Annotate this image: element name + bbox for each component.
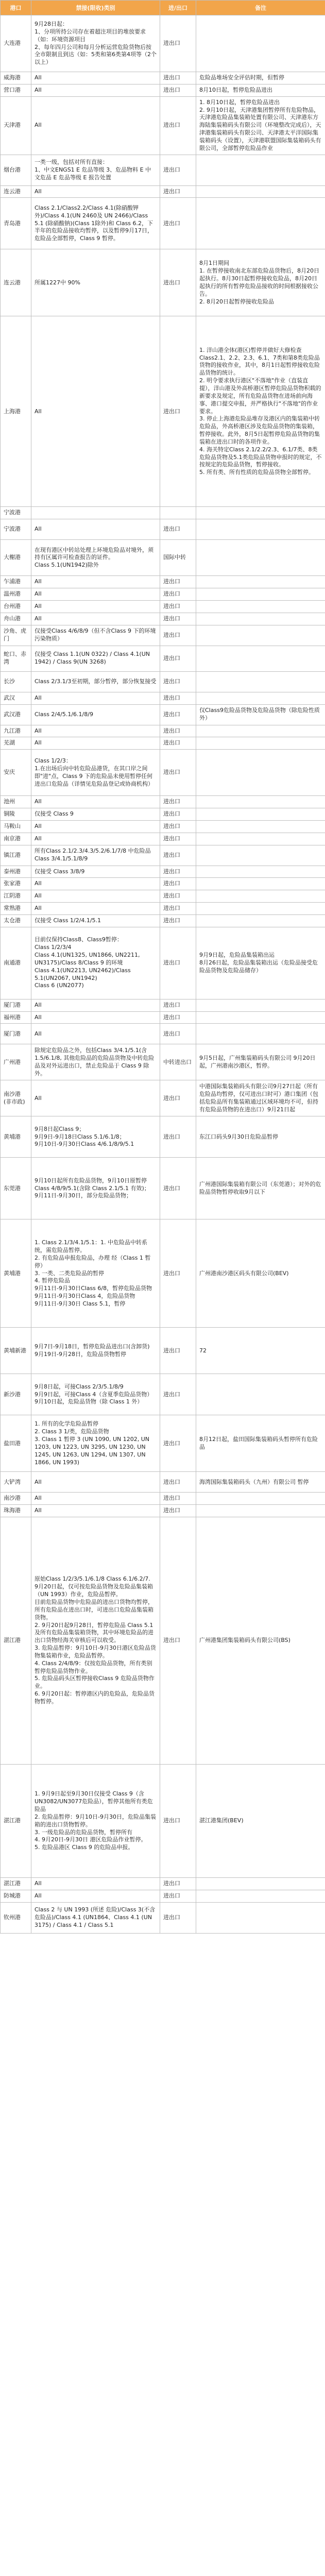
table-row <box>1 519 325 540</box>
cell-classes: 一类一级，包括对所有直接： 1、中文ENGS1 E 危品等级 3、危品物料 E 中文危品 E 危品等级 E 报告处置 <box>31 155 160 185</box>
cell-direction: 进出口 <box>160 737 196 750</box>
cell-direction: 进出口 <box>160 1011 196 1024</box>
table-row <box>1 796 325 808</box>
cell-port: 江阴港 <box>1 890 31 903</box>
cell-classes: All <box>31 519 160 540</box>
table-row <box>1 1024 325 1044</box>
cell-direction: 进出口 <box>160 914 196 927</box>
table-row <box>1 692 325 704</box>
cell-remarks <box>196 903 325 915</box>
cell-port: 铜陵 <box>1 808 31 821</box>
cell-port: 长沙 <box>1 671 31 692</box>
cell-port: 珠海港 <box>1 1505 31 1517</box>
cell-remarks: 8月12日起，盐田国际集装箱码头暂停所有危险品 <box>196 1415 325 1472</box>
table-row <box>1 890 325 903</box>
cell-direction: 进出口 <box>160 903 196 915</box>
table-row <box>1 15 325 72</box>
table-row <box>1 96 325 155</box>
table-row <box>1 914 325 927</box>
cell-classes: 目前仅保持Class8、Class9暂停： Class 1/2/3/4 Class 4.1(UN1325, UN1866, UN2211, UN3175)/Class 8/Class 9 的环境 Class 4.1(UN2213, UN2462)/Class 5.1(UN2067, UN1942) Class 6 (UN2077) <box>31 927 160 999</box>
cell-classes: 所属1227中 90% <box>31 249 160 316</box>
table-row <box>1 1493 325 1505</box>
cell-classes: 原始Class 1/2/3/5.1/6.1/8 Class 6.1/6.2/7. 9月20日起，仅可按危险品货物及危险品集装箱（UN 1993）作业，危险品暂停。 目前危险品货物中危险品的进出口货物均暂停，所有危险品在进出口时，可进出口危险品集装箱货物。 2. 9月20日起9月28日，暂停危险品 Class 5.1 及所有危险品集装箱货物，其中环境危险品的进出口货物经海关审核后可以收受。 3. 危险品暂停：9月10日-9月30日港区危险品货物集装箱作业，危险品暂停。 4. Class 2/4/8/9：仅按危险品货物，所有类别暂停危险品货物作业。 5. 危险品码头区暂停接收Class 9 危险品货物作业。 6. 9月20日起：暂停港区内的危险品，危险品货物暂停。 <box>31 1517 160 1765</box>
cell-port: 舟山港 <box>1 613 31 625</box>
cell-classes: 1. Class 2.1/3/4.1/5.1：1. 中危险品中转系统，需危险品暂停。 2. 有危险品申报危险品，办理 经（Class 1 暂停） 3. 一类、二类危险品的暂停 4. 暂停危险品 9月11日-9月30日Class 6/8，暂停危险品货物 9月11日-9月30日Class 4，危险品货物 9月11日-9月30日 Class 5.1，暂停 <box>31 1219 160 1328</box>
header-direction: 进/出口 <box>160 1 196 15</box>
cell-port: 威海港 <box>1 72 31 84</box>
cell-direction: 进出口 <box>160 84 196 96</box>
cell-classes: 1. 所有的化学危险品暂停 2. Class 3 1/类，危险品货物 3. Class 1 暂停 3 (UN 1090, UN 1202, UN 1203, UN 1223, UN 3295, UN 1230, UN 1245, UN 1263, UN 1294, UN 1307, UN 1866, UN 1993) <box>31 1415 160 1472</box>
table-header-row <box>1 1 325 15</box>
cell-port: 广州港 <box>1 1044 31 1080</box>
cell-remarks <box>196 845 325 866</box>
cell-classes: 除规定危险品之外，包括Class 3/4.1/5.1(含1.5/6.1/8, 其他危险品的危险品货物及中转危险品及对外运进出口，禁止危险品于 Class 9 除外。 <box>31 1044 160 1080</box>
table-row <box>1 1765 325 1878</box>
table-row <box>1 1116 325 1158</box>
cell-direction: 进出口 <box>160 704 196 725</box>
table-row <box>1 576 325 588</box>
cell-port: 镇江港 <box>1 845 31 866</box>
cell-classes: 仅接受Class 4/6/8/9（但不含Class 9 下的环境污染物质） <box>31 625 160 646</box>
cell-remarks <box>196 600 325 613</box>
cell-remarks <box>196 820 325 833</box>
table-row <box>1 704 325 725</box>
cell-port: 连云港 <box>1 249 31 316</box>
cell-port: 湛江港 <box>1 1765 31 1878</box>
cell-direction: 进出口 <box>160 927 196 999</box>
table-row <box>1 833 325 845</box>
cell-direction: 进出口 <box>160 576 196 588</box>
table-row <box>1 1044 325 1080</box>
cell-classes: All <box>31 796 160 808</box>
cell-remarks <box>196 808 325 821</box>
cell-remarks: 湛江港集团(BEV) <box>196 1765 325 1878</box>
table-row <box>1 316 325 507</box>
cell-direction: 进出口 <box>160 796 196 808</box>
cell-direction: 进出口 <box>160 646 196 671</box>
cell-port: 池州 <box>1 796 31 808</box>
cell-direction: 国际中转 <box>160 540 196 576</box>
table-row <box>1 737 325 750</box>
table-row <box>1 866 325 878</box>
cell-direction: 进出口 <box>160 1328 196 1374</box>
cell-remarks: 9月9日起，危险品集装箱出运 8月26日起，危险品集装箱出运（危险品接受危险品货物及危险品储存） <box>196 927 325 999</box>
cell-port: 防城港 <box>1 1890 31 1903</box>
cell-direction: 进出口 <box>160 999 196 1011</box>
cell-direction: 中转进出口 <box>160 1044 196 1080</box>
cell-remarks <box>196 576 325 588</box>
cell-direction: 进出口 <box>160 1219 196 1328</box>
cell-direction: 进出口 <box>160 750 196 796</box>
cell-direction: 进出口 <box>160 1902 196 1933</box>
cell-remarks <box>196 890 325 903</box>
cell-classes: 仅接受 Class 1.1(UN 0322) / Class 4.1(UN 1942) / Class 9(UN 3268) <box>31 646 160 671</box>
cell-remarks <box>196 507 325 519</box>
cell-port: 上海港 <box>1 316 31 507</box>
cell-classes: Class 1/2/3： 1.在出场后向中转危险品港货，在其口岸之间即"进"点，Class 9 下的危险品未使用暂停任何进出口危险品（详情见危险品登记或协商机构） <box>31 750 160 796</box>
cell-classes: All <box>31 1011 160 1024</box>
cell-remarks <box>196 155 325 185</box>
cell-direction: 进出口 <box>160 1890 196 1903</box>
table-row <box>1 1902 325 1933</box>
table-row <box>1 1219 325 1328</box>
cell-direction: 进出口 <box>160 625 196 646</box>
cell-remarks: 仅Class9危险品货物及危险品货物（除危险性质外） <box>196 704 325 725</box>
table-row <box>1 878 325 890</box>
cell-port: 安庆 <box>1 750 31 796</box>
cell-remarks: 海湾国际集装箱码头（九州）有限公司 暂停 <box>196 1472 325 1493</box>
table-row <box>1 540 325 576</box>
table-row <box>1 1472 325 1493</box>
cell-remarks: 东江口码头9月30日危险品暂停 <box>196 1116 325 1158</box>
table-row <box>1 588 325 601</box>
cell-port: 钦州港 <box>1 1902 31 1933</box>
table-row <box>1 999 325 1011</box>
cell-port: 泰州港 <box>1 866 31 878</box>
cell-port: 南通港 <box>1 927 31 999</box>
cell-classes: All <box>31 1890 160 1903</box>
cell-port: 武汉 <box>1 692 31 704</box>
cell-direction: 进出口 <box>160 600 196 613</box>
cell-remarks: 危险品堆场安全评估时期，但暂停 <box>196 72 325 84</box>
cell-direction: 进出口 <box>160 1493 196 1505</box>
table-row <box>1 72 325 84</box>
cell-port: 南京港 <box>1 833 31 845</box>
cell-direction: 进出口 <box>160 890 196 903</box>
cell-direction: 进出口 <box>160 96 196 155</box>
cell-classes: All <box>31 72 160 84</box>
cell-remarks <box>196 737 325 750</box>
table-row <box>1 507 325 519</box>
cell-remarks: 1. 洋山港全体(港区)暂停并做好大修检查Class2.1、2.2、2.3、6.1、7类和第8类危险品货物的接收作业，其中，8月1日起暂停接收危险品货物的统计。 2. 明令要求执行港区"不落地"作业（直装直提），洋山港及外高桥港区暂停危险品货物积载的新要求及规定，所有危险品货物在进场前向海事、港口提交申报，并严格执行"不落地"的作业要求。 3. 停止上海港危险品堆存及港区内的集装箱中转危险品，外高桥港区涉及危险品货物的集装箱，暂停接收。此外，8月5日起暂停危险品货物的集装箱在进出口时的各项作业。 4. 海关特定Class 2.1/2.2/2.3、6.1/7类、8类危险品货物及5.1类危险品货物申报时的规定，不按规定的危险品货物，暂停接收。 5. 所有类、所有性质的危险品货物全部暂停。 <box>196 316 325 507</box>
cell-classes: All <box>31 96 160 155</box>
table-body <box>1 15 325 1934</box>
cell-classes <box>31 507 160 519</box>
cell-classes: All <box>31 878 160 890</box>
cell-remarks <box>196 1890 325 1903</box>
cell-port: 张家港 <box>1 878 31 890</box>
table-row <box>1 613 325 625</box>
cell-direction: 进出口 <box>160 725 196 737</box>
cell-direction: 进出口 <box>160 833 196 845</box>
cell-remarks <box>196 1902 325 1933</box>
cell-remarks <box>196 692 325 704</box>
cell-remarks <box>196 1024 325 1044</box>
table-row <box>1 750 325 796</box>
cell-port: 芜湖 <box>1 737 31 750</box>
cell-classes: All <box>31 588 160 601</box>
cell-classes: All <box>31 1878 160 1890</box>
table-row <box>1 725 325 737</box>
cell-remarks <box>196 833 325 845</box>
cell-remarks <box>196 1011 325 1024</box>
cell-remarks <box>196 613 325 625</box>
cell-port: 温州港 <box>1 588 31 601</box>
cell-direction: 进出口 <box>160 155 196 185</box>
table-row <box>1 1328 325 1374</box>
cell-direction: 进出口 <box>160 1517 196 1765</box>
cell-direction: 进出口 <box>160 1505 196 1517</box>
table-row <box>1 845 325 866</box>
cell-classes: All <box>31 903 160 915</box>
cell-classes: All <box>31 576 160 588</box>
cell-remarks: 8月1日期间 1. 在暂停接收南北东部危险品货物后，8月20日起执行。8月30日起暂停接收危险品，8月20日起执行的所有暂停危险品接收的时间根据接收公告。 2. 8月20日起暂停接收危险品 <box>196 249 325 316</box>
cell-remarks <box>196 866 325 878</box>
cell-port: 烟台港 <box>1 155 31 185</box>
cell-remarks <box>196 1878 325 1890</box>
cell-direction: 进出口 <box>160 1374 196 1415</box>
table-row <box>1 249 325 316</box>
header-classes: 禁接(限收)类别 <box>31 1 160 15</box>
cell-port: 大铲湾 <box>1 1472 31 1493</box>
cell-direction: 进出口 <box>160 1415 196 1472</box>
cell-remarks <box>196 796 325 808</box>
table-row <box>1 1415 325 1472</box>
cell-port: 常熟港 <box>1 903 31 915</box>
cell-remarks <box>196 540 325 576</box>
table-row <box>1 1011 325 1024</box>
cell-direction: 进出口 <box>160 1158 196 1219</box>
cell-direction: 进出口 <box>160 588 196 601</box>
table-row <box>1 1878 325 1890</box>
cell-classes: All <box>31 185 160 198</box>
cell-remarks: 9月5日起，广州集装箱码头有限公司 9月20日起，广州港南沙港区，暂停。 <box>196 1044 325 1080</box>
table-row <box>1 927 325 999</box>
cell-direction: 进出口 <box>160 845 196 866</box>
cell-classes: All <box>31 692 160 704</box>
table-row <box>1 808 325 821</box>
cell-direction: 进出口 <box>160 1878 196 1890</box>
table-row <box>1 1080 325 1116</box>
cell-port: 沙角、虎门 <box>1 625 31 646</box>
cell-remarks <box>196 1374 325 1415</box>
cell-remarks <box>196 1493 325 1505</box>
cell-remarks <box>196 878 325 890</box>
cell-classes: Class 2.1/Class2.2/Class 4.1(除硝酸钾外)/Class 4.1(UN 2460及 UN 2466)/Class 5.1 (除硝酸钠)(Class 1除外)和 Class 6.2，下半年的危险品接收均暂停，以及暂停9月17日，危险品全部暂停，Class 9 暂停。 <box>31 198 160 249</box>
cell-classes: All <box>31 737 160 750</box>
cell-classes: 1. 9月9日起至9月30日仅接受 Class 9（含UN3082/UN3077危险品），暂停其他所有类危险品 2. 危险品暂停：9月10日-9月30日，危险品集装箱的进出口货物暂停。 3. 一级危险品的危险品货物，暂停所有 4. 9月20日-9月30日 港区危险品作业暂停。 5. 危险品港区 Class 9 的危险品申报。 <box>31 1765 160 1878</box>
cell-classes: All <box>31 1505 160 1517</box>
header-remarks: 备注 <box>196 1 325 15</box>
cell-remarks: 广州港南沙港区码头有限公司(BEV) <box>196 1219 325 1328</box>
cell-classes: 9月8日起Class 9； 9月9日-9月18日Class 5.1/6.1/8； 9月10日-9月30日Class 4/6.1/8/9/5.1 <box>31 1116 160 1158</box>
cell-remarks <box>196 185 325 198</box>
header-port: 港口 <box>1 1 31 15</box>
table-row <box>1 1517 325 1765</box>
cell-port: 湛江港 <box>1 1517 31 1765</box>
cell-remarks: 8月10日起，暂停危险品进出 <box>196 84 325 96</box>
cell-classes: 在现有港区中转站处理上环境危险品对境外，须持有区属许可检查报告的证件。 Class 5.1(UN1942)除外 <box>31 540 160 576</box>
cell-port: 厦门港 <box>1 1024 31 1044</box>
cell-remarks <box>196 588 325 601</box>
cell-remarks <box>196 625 325 646</box>
cell-port: 福州港 <box>1 1011 31 1024</box>
cell-direction: 进出口 <box>160 1765 196 1878</box>
cell-classes: All <box>31 833 160 845</box>
cell-direction: 进出口 <box>160 1472 196 1493</box>
cell-port: 宁波港 <box>1 519 31 540</box>
cell-direction: 进出口 <box>160 249 196 316</box>
cell-direction: 进出口 <box>160 866 196 878</box>
cell-port: 南沙港 <box>1 1493 31 1505</box>
cell-direction: 进出口 <box>160 198 196 249</box>
cell-classes: Class 2/3.1/3至初期，部分暂停，部分恢复接受 <box>31 671 160 692</box>
table-row <box>1 1374 325 1415</box>
table-row <box>1 820 325 833</box>
cell-direction: 进出口 <box>160 15 196 72</box>
cell-port: 宁波港 <box>1 507 31 519</box>
cell-port: 九江港 <box>1 725 31 737</box>
cell-port: 黄埔港 <box>1 1219 31 1328</box>
cell-port: 太仓港 <box>1 914 31 927</box>
cell-classes: 9月28日起： 1、分项所持公司存在着超注项目的堆放要求（如：环境资源项目 2、每年四月公司和每月分析运营危险货物后按全市限制且到达（如：5类和第6类第4项等（2个以上） <box>31 15 160 72</box>
cell-classes: 仅接受 Class 9 <box>31 808 160 821</box>
table-row <box>1 155 325 185</box>
cell-classes: All <box>31 84 160 96</box>
table-row <box>1 1158 325 1219</box>
cell-classes: All <box>31 1493 160 1505</box>
cell-classes: All <box>31 1024 160 1044</box>
cell-port: 大连港 <box>1 15 31 72</box>
cell-remarks: 1. 8月10日起，暂停危险品进出 2. 9月10日起，天津港集团暂停所有危险物品，天津港危险品集装箱处置有限公司、天津港东方海陆集装箱码头有限公司（环境整改完成后），天津港集装箱码头有限公司、天津港太平洋国际集装箱码头（设置），天津港联盟国际集装箱码头有限公司，全部暂停危险品作业 <box>196 96 325 155</box>
cell-port: 大榭港 <box>1 540 31 576</box>
table-row <box>1 185 325 198</box>
table-row <box>1 600 325 613</box>
cell-direction: 进出口 <box>160 808 196 821</box>
cell-remarks <box>196 198 325 249</box>
cell-classes: All <box>31 316 160 507</box>
cell-port: 马鞍山 <box>1 820 31 833</box>
cell-remarks <box>196 1505 325 1517</box>
cell-classes: 9月10日起所有危险品货物，9月10日原暂停Class 4/8/9/5.1(含除 Class 2.1/5.1 有效)； 9月11日-9月30日，部分危险品货物； <box>31 1158 160 1219</box>
cell-port: 乍浦港 <box>1 576 31 588</box>
cell-classes: All <box>31 600 160 613</box>
cell-classes: All <box>31 1472 160 1493</box>
cell-remarks <box>196 671 325 692</box>
cell-classes: 所有Class 2.1/2.3/4.3/5.2/6.1/7/8 中危险品 Class 3/4.1/5.1/8/9 <box>31 845 160 866</box>
cell-direction: 进出口 <box>160 820 196 833</box>
cell-port: 青岛港 <box>1 198 31 249</box>
cell-classes: 仅接受 Class 3/8/9 <box>31 866 160 878</box>
table-row <box>1 903 325 915</box>
cell-port: 天津港 <box>1 96 31 155</box>
cell-classes: All <box>31 1080 160 1116</box>
cell-classes: Class 2/4/5.1/6.1/8/9 <box>31 704 160 725</box>
cell-direction: 进出口 <box>160 671 196 692</box>
cell-direction: 进出口 <box>160 519 196 540</box>
cell-port: 厦门港 <box>1 999 31 1011</box>
table-row <box>1 1890 325 1903</box>
table-row <box>1 84 325 96</box>
cell-classes: 9月8日起，可接Class 2/3/5.1/8/9 9月9日起，可接Class 4（含夏季危险品货物） 9月10日起，危险品货物（除 Class 1 外） <box>31 1374 160 1415</box>
cell-remarks <box>196 750 325 796</box>
cell-direction: 进出口 <box>160 692 196 704</box>
table-row <box>1 625 325 646</box>
cell-remarks: 72 <box>196 1328 325 1374</box>
cell-port: 连云港 <box>1 185 31 198</box>
cell-remarks <box>196 15 325 72</box>
cell-port: 蛇口、赤湾 <box>1 646 31 671</box>
cell-direction: 进出口 <box>160 1024 196 1044</box>
cell-direction: 进出口 <box>160 1116 196 1158</box>
cell-classes: 9月7日-9月18日，暂停危险品进出口(含卸货) 9月19日-9月28日，危险品货物暂停 <box>31 1328 160 1374</box>
table-row <box>1 646 325 671</box>
cell-direction: 进出口 <box>160 316 196 507</box>
cell-port: 盐田港 <box>1 1415 31 1472</box>
cell-port: 东莞港 <box>1 1158 31 1219</box>
cell-port: 南沙港(非市政) <box>1 1080 31 1116</box>
cell-direction: 进出口 <box>160 1080 196 1116</box>
cell-classes: All <box>31 999 160 1011</box>
cell-classes: 仅接受 Class 1/2/4.1/5.1 <box>31 914 160 927</box>
cell-classes: All <box>31 613 160 625</box>
cell-direction <box>160 507 196 519</box>
cell-port: 营口港 <box>1 84 31 96</box>
table-row <box>1 1505 325 1517</box>
cell-port: 湛江港 <box>1 1878 31 1890</box>
cell-direction: 进出口 <box>160 185 196 198</box>
cell-port: 台州港 <box>1 600 31 613</box>
cell-classes: All <box>31 725 160 737</box>
cell-classes: All <box>31 890 160 903</box>
cell-remarks: 广州港国际集装箱有限公司（东莞港）；对外的危险品货物暂停收取9月以下 <box>196 1158 325 1219</box>
cell-direction: 进出口 <box>160 878 196 890</box>
cell-remarks <box>196 914 325 927</box>
cell-remarks: 中港国际集装箱码头有限公司9月27日起（所有危险品均暂停，仅可进出口时可）港口集团（包括危险品所有集装箱通过区域环境均不可，但持有危险品货物的在进出口）9月21日起 <box>196 1080 325 1116</box>
cell-remarks <box>196 519 325 540</box>
cell-port: 武汉港 <box>1 704 31 725</box>
cell-direction: 进出口 <box>160 613 196 625</box>
cell-classes: All <box>31 820 160 833</box>
table-row <box>1 198 325 249</box>
cell-direction: 进出口 <box>160 72 196 84</box>
cell-remarks <box>196 725 325 737</box>
cell-port: 新沙港 <box>1 1374 31 1415</box>
table-row <box>1 671 325 692</box>
cell-remarks <box>196 646 325 671</box>
cell-remarks <box>196 999 325 1011</box>
cell-remarks: 广州港集团集装箱码头有限公司(BS) <box>196 1517 325 1765</box>
cell-port: 黄埔新港 <box>1 1328 31 1374</box>
cell-port: 黄埔港 <box>1 1116 31 1158</box>
cell-classes: Class 2 与 UN 1993 (所述 危险)/Class 3(不含危险品)/Class 4.1 (UN1864、Class 4.1 (UN 3175) / Class 4.1 / Class 5.1 <box>31 1902 160 1933</box>
